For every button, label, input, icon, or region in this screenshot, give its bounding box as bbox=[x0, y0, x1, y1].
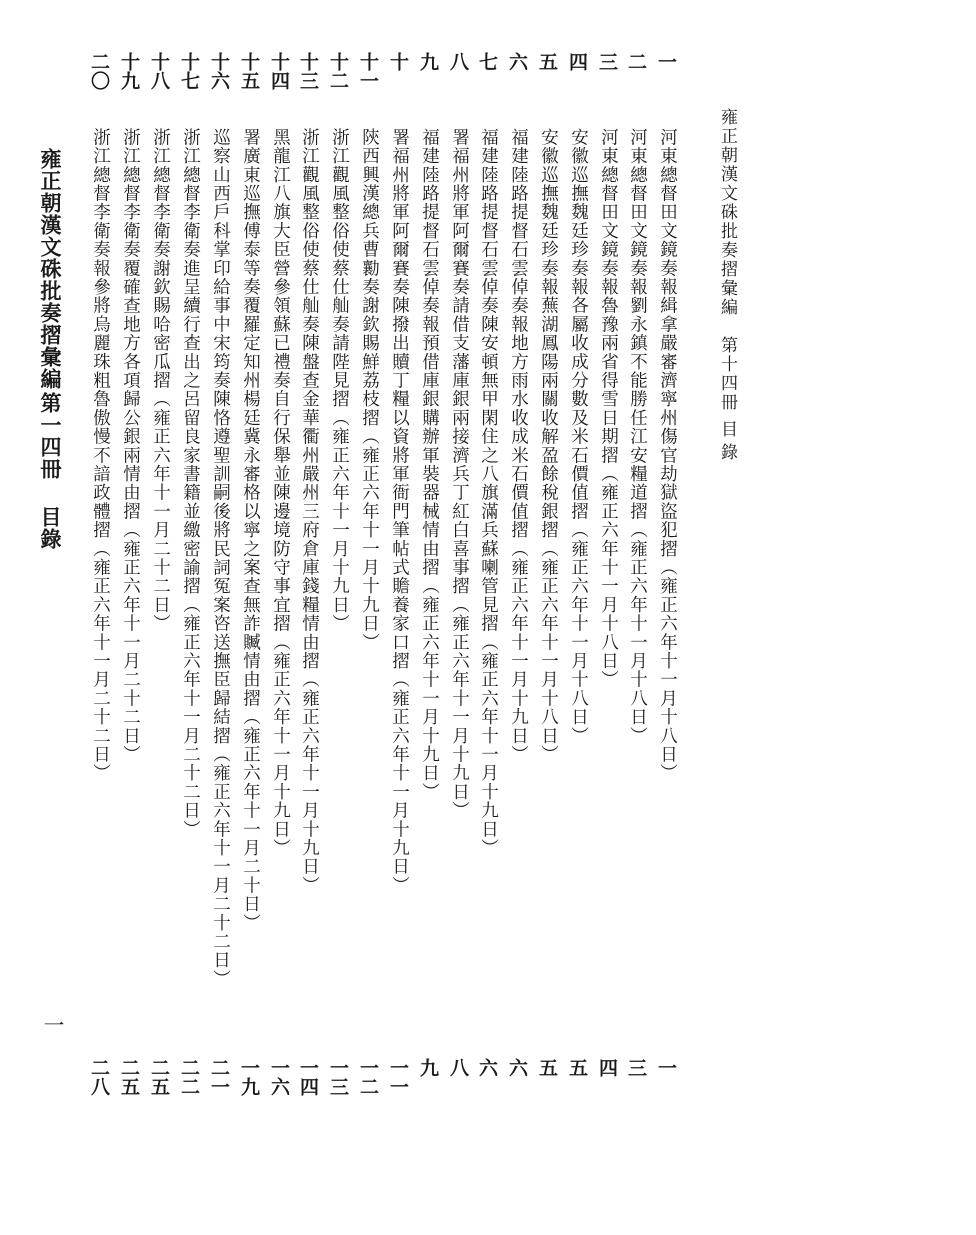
entry-number: 十五 bbox=[238, 52, 260, 90]
entry-title: 巡察山西戶科掌印給事中宋筠奏陳恪遵聖訓嗣後將民詞冤案咨送撫臣歸結摺（雍正六年十一月二十二日） bbox=[210, 128, 231, 989]
entry-title: 浙江觀風整俗使蔡仕舢奏請陛見摺（雍正六年十一月十九日） bbox=[329, 128, 350, 633]
entry-title: 安徽巡撫魏廷珍奏報各屬收成分數及米石價值摺（雍正六年十一月十八日） bbox=[568, 128, 589, 746]
entry-number: 六 bbox=[506, 52, 528, 71]
entry-number: 十九 bbox=[118, 52, 140, 90]
entry-title: 署福州將軍阿爾賽奏請借支藩庫銀兩接濟兵丁紅白喜事摺（雍正六年十一月十九日） bbox=[449, 128, 470, 820]
margin-book-title: 雍正朝漢文硃批奏摺彙編 bbox=[38, 148, 63, 390]
entry-page-number: 一二 bbox=[357, 1058, 379, 1096]
entry-number: 七 bbox=[476, 52, 498, 71]
entry-page-number: 一六 bbox=[268, 1058, 290, 1096]
margin-volume: 第一四冊 bbox=[38, 392, 63, 480]
entry-page-number: 一九 bbox=[238, 1058, 260, 1096]
entry-page-number: 六 bbox=[506, 1058, 528, 1077]
entry-number: 十六 bbox=[208, 52, 230, 90]
entry-number: 十二 bbox=[327, 52, 349, 90]
entry-title: 浙江總督李衛奏覆確查地方各項歸公銀兩情由摺（雍正六年十一月二十二日） bbox=[120, 128, 141, 764]
entry-page-number: 二二 bbox=[178, 1058, 200, 1096]
margin-folio: 一 bbox=[41, 1014, 65, 1036]
entry-title: 河東總督田文鏡奏報劉永鎮不能勝任江安糧道摺（雍正六年十一月十八日） bbox=[627, 128, 648, 746]
entry-number: 十八 bbox=[148, 52, 170, 90]
entry-number: 十一 bbox=[357, 52, 379, 90]
entry-number: 十三 bbox=[297, 52, 319, 90]
entry-number: 一 bbox=[655, 52, 677, 71]
entry-number: 十七 bbox=[178, 52, 200, 90]
entry-title: 陝西興漢總兵曹勷奏謝欽賜鮮荔枝摺（雍正六年十一月十九日） bbox=[359, 128, 380, 652]
entry-title: 浙江總督李衛奏進呈續行查出之呂留良家書籍並繳密諭摺（雍正六年十一月二十二日） bbox=[180, 128, 201, 839]
entry-title: 福建陸路提督石雲倬奏報地方雨水收成米石價值摺（雍正六年十一月十九日） bbox=[508, 128, 529, 764]
entry-page-number: 五 bbox=[536, 1058, 558, 1077]
entry-number: 四 bbox=[566, 52, 588, 71]
entry-title: 浙江總督李衛奏報參將烏麗珠粗魯傲慢不諳政體摺（雍正六年十一月二十二日） bbox=[90, 128, 111, 783]
entry-page-number: 二五 bbox=[118, 1058, 140, 1096]
entry-page-number: 八 bbox=[447, 1058, 469, 1077]
entry-page-number: 二一 bbox=[208, 1058, 230, 1096]
entry-title: 福建陸路提督石雲倬奏陳安頓無甲閑住之八旗滿兵蘇喇管見摺（雍正六年十一月十九日） bbox=[478, 128, 499, 858]
entry-title: 浙江觀風整俗使蔡仕舢奏陳盤查金華衢州嚴州三府倉庫錢糧情由摺（雍正六年十一月十九日） bbox=[299, 128, 320, 895]
entry-page-number: 六 bbox=[476, 1058, 498, 1077]
entry-page-number: 一四 bbox=[297, 1058, 319, 1096]
entry-page-number: 五 bbox=[566, 1058, 588, 1077]
entry-page-number: 三 bbox=[625, 1058, 647, 1077]
entry-page-number: 一 bbox=[655, 1058, 677, 1077]
entry-title: 黑龍江八旗大臣營參領蘇已禮奏自行保舉並陳邊境防守事宜摺（雍正六年十一月十九日） bbox=[270, 128, 291, 858]
entry-page-number: 二五 bbox=[148, 1058, 170, 1096]
entry-title: 福建陸路提督石雲倬奏報預借庫銀購辦軍裝器械情由摺（雍正六年十一月十九日） bbox=[419, 128, 440, 802]
entry-title: 署福州將軍阿爾賽奏陳撥出贖丁糧以資將軍衙門筆帖式贍養家口摺（雍正六年十一月十九日） bbox=[389, 128, 410, 895]
entry-page-number: 二八 bbox=[88, 1058, 110, 1096]
entry-page-number: 九 bbox=[417, 1058, 439, 1077]
entry-page-number: 四 bbox=[596, 1058, 618, 1077]
entry-title: 河東總督田文鏡奏報魯豫兩省得雪日期摺（雍正六年十一月十八日） bbox=[598, 128, 619, 689]
entry-number: 二 bbox=[625, 52, 647, 71]
section-header: 目錄 bbox=[717, 420, 737, 466]
entry-number: 十 bbox=[387, 52, 409, 71]
entry-title: 河東總督田文鏡奏報緝拿嚴審濟寧州傷官劫獄盜犯摺（雍正六年十一月十八日） bbox=[657, 128, 678, 783]
margin-section: 目錄 bbox=[38, 506, 63, 550]
entry-number: 九 bbox=[417, 52, 439, 71]
entry-page-number: 一一 bbox=[387, 1058, 409, 1096]
entry-number: 二〇 bbox=[88, 52, 110, 90]
entry-number: 三 bbox=[596, 52, 618, 71]
entry-number: 八 bbox=[447, 52, 469, 71]
entry-page-number: 一三 bbox=[327, 1058, 349, 1096]
entry-title: 署廣東巡撫傅泰等奏覆羅定知州楊廷冀永審格以寧之案查無詐贓情由摺（雍正六年十一月二十日） bbox=[240, 128, 261, 933]
entry-number: 十四 bbox=[268, 52, 290, 90]
entry-title: 浙江總督李衛奏謝欽賜哈密瓜摺（雍正六年十一月二十二日） bbox=[150, 128, 171, 633]
book-volume-header: 雍正朝漢文硃批奏摺彙編 第十四冊 bbox=[717, 108, 737, 412]
entry-title: 安徽巡撫魏廷珍奏報蕪湖鳳陽兩關收解盈餘稅銀摺（雍正六年十一月十八日） bbox=[538, 128, 559, 764]
entry-number: 五 bbox=[536, 52, 558, 71]
